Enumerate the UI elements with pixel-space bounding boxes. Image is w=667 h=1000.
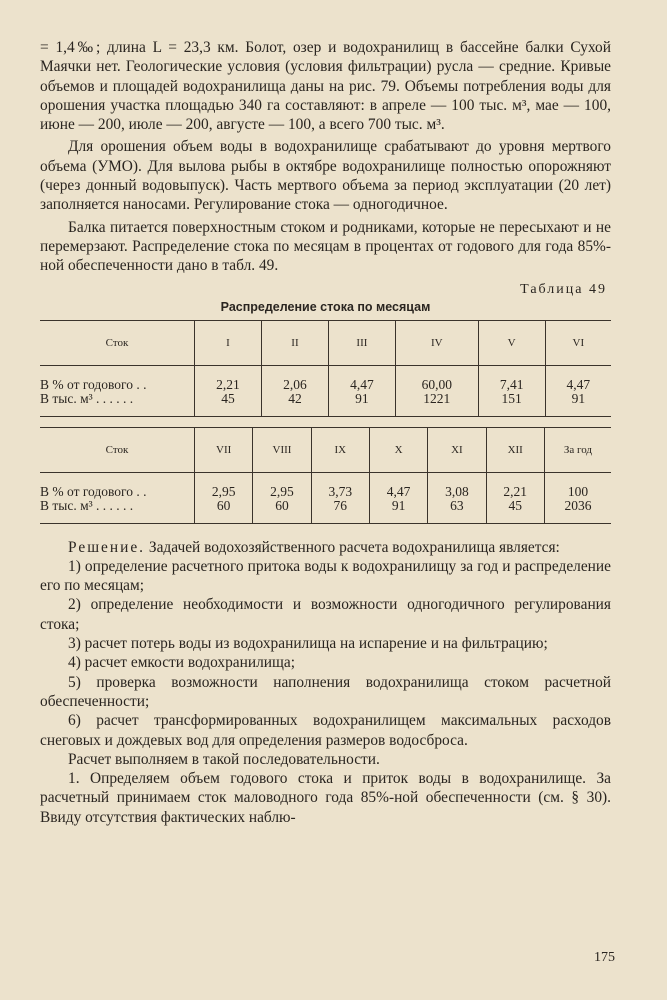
abs-value: 76 (333, 497, 348, 513)
abs-value: 1221 (423, 390, 451, 406)
table-number: Таблица 49 (520, 281, 607, 297)
label-abs: В тыс. м³ . . . . . . (40, 390, 134, 406)
header-cell: VIII (253, 427, 311, 472)
solution-item-1: 1) определение расчетного притока воды к водохранилищу за год и распределение его по месяцам; (40, 557, 611, 595)
header-cell: Сток (40, 320, 195, 365)
pct-value: 2,21 (503, 483, 528, 499)
abs-value: 151 (501, 390, 522, 406)
pct-value: 7,41 (499, 376, 524, 392)
table-cell (369, 472, 427, 523)
pct-value: 3,73 (328, 483, 353, 499)
step-1: 1. Определяем объем годового стока и приток воды в водохранилище. За расчетный принимаем сток маловодного года 85%-ной обеспеченности (см. § 30). Ввиду отсутствия фактических наблю- (40, 770, 611, 826)
row-labels (40, 472, 195, 523)
header-cell: За год (544, 427, 611, 472)
pct-value: 2,95 (270, 483, 294, 499)
label-pct: В % от годового . . (40, 376, 147, 392)
table-cell (428, 472, 486, 523)
table-cell (544, 472, 611, 523)
table-title: Распределение стока по месяцам (220, 299, 431, 314)
table-header-row (40, 427, 611, 472)
solution-heading: Решение. (68, 538, 146, 556)
table-cell (328, 365, 395, 416)
abs-value: 60 (275, 497, 289, 513)
table-cell (545, 365, 611, 416)
solution-intro (40, 538, 611, 557)
table-cell (195, 472, 253, 523)
table-cell (478, 365, 545, 416)
table-cell (395, 365, 478, 416)
table-cell (261, 365, 328, 416)
paragraph-1: = 1,4‰; длина L = 23,3 км. Болот, озер и водохранилищ в бассейне балки Сухой Маячки нет. Геологические условия (условия фильтрации) русла — средние. Кривые объемов и площадей водохранилища даны на рис. 79. Объемы потребления воды для орошения участка площадью 340 га составляют: в апреле — 100 тыс. м³, мае — 100, июне — 200, июле — 200, августе — 100, а всего 700 тыс. м³. (40, 39, 611, 134)
pct-value: 100 (567, 483, 589, 499)
abs-value: 63 (450, 497, 464, 513)
table-row (40, 365, 611, 416)
solution-item-6: 6) расчет трансформированных водохранилищем максимальных расходов снеговых и дождевых вод для определения размеров водосброса. (40, 712, 611, 749)
page-number: 175 (594, 950, 615, 965)
runoff-table-part-1 (40, 320, 611, 417)
paragraph-3: Балка питается поверхностным стоком и родниками, которые не пересыхают и не перемерзают. Распределение стока по месяцам в процентах от годового для года 85%-ной обеспеченности дано в табл. 49. (40, 218, 611, 275)
label-pct: В % от годового . . (40, 483, 147, 499)
header-cell: V (478, 320, 545, 365)
abs-value: 2036 (564, 497, 592, 513)
solution-intro-text: Задачей водохозяйственного расчета водохранилища является: (148, 538, 560, 556)
table-cell (253, 472, 311, 523)
pct-value: 4,47 (386, 483, 411, 499)
table-row (40, 472, 611, 523)
solution-item-2: 2) определение необходимости и возможности одногодичного регулирования стока; (40, 596, 611, 633)
table-cell (195, 365, 262, 416)
calculation-order: Расчет выполняем в такой последовательности. (68, 750, 380, 768)
header-cell: X (369, 427, 427, 472)
runoff-table-part-2 (40, 427, 611, 524)
solution-item-4: 4) расчет емкости водохранилища; (68, 654, 295, 672)
pct-value: 3,08 (445, 483, 469, 499)
pct-value: 2,21 (216, 376, 240, 392)
pct-value: 4,47 (566, 376, 591, 392)
header-cell: XII (486, 427, 544, 472)
header-cell: II (261, 320, 328, 365)
table-cell (311, 472, 369, 523)
header-cell: Сток (40, 427, 195, 472)
abs-value: 45 (508, 497, 522, 513)
solution-item-5: 5) проверка возможности наполнения водохранилища стоком расчетной обеспеченности; (40, 673, 611, 710)
paragraph-2: Для орошения объем воды в водохранилище срабатывают до уровня мертвого объема (УМО). Для вылова рыбы в октябре водохранилище полностью опорожняют (через донный водовыпуск). Часть мертвого объема за период эксплуатации (20 лет) заполняется наносами. Регулирование стока — одногодичное. (40, 138, 611, 214)
pct-value: 4,47 (350, 376, 374, 392)
header-cell: I (195, 320, 262, 365)
row-labels (40, 365, 195, 416)
header-cell: VI (545, 320, 611, 365)
pct-value: 2,95 (211, 483, 236, 499)
solution-item-3: 3) расчет потерь воды из водохранилища на испарение и на фильтрацию; (68, 635, 548, 653)
abs-value: 91 (391, 497, 406, 513)
abs-value: 91 (355, 390, 369, 406)
table-header-row (40, 320, 611, 365)
abs-value: 91 (571, 390, 586, 406)
header-cell: IX (311, 427, 369, 472)
abs-value: 45 (221, 390, 235, 406)
header-cell: IV (395, 320, 478, 365)
header-cell: XI (428, 427, 486, 472)
label-abs: В тыс. м³ . . . . . . (40, 497, 134, 513)
pct-value: 2,06 (283, 376, 307, 392)
abs-value: 60 (216, 497, 231, 513)
table-cell (486, 472, 544, 523)
header-cell: VII (195, 427, 253, 472)
header-cell: III (328, 320, 395, 365)
abs-value: 42 (288, 390, 302, 406)
pct-value: 60,00 (421, 376, 452, 392)
